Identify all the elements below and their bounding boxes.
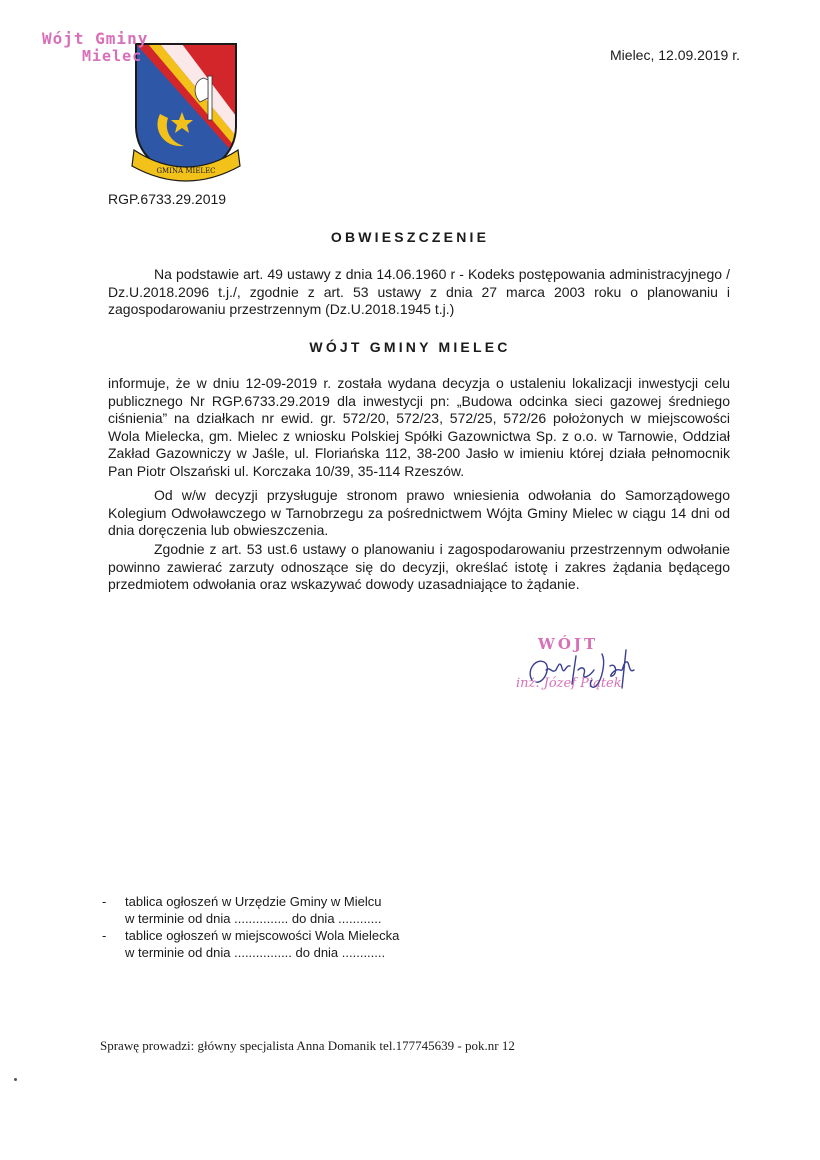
signature-stamp-title: WÓJT [538, 635, 599, 653]
crest-ribbon-text: GMINA MIELEC [156, 167, 216, 175]
appeal-text: Od w/w decyzji przysługuje stronom prawo wniesienia odwołania do Samorządowego Kolegium Odwoławczego w Tarnobrzegu za pośrednictwem Wójta Gminy Mielec w ciągu 14 dni od dnia doręczenia lub obwieszczenia. [108, 487, 730, 538]
list-item-term: w terminie od dnia ............... do dnia ............ [125, 911, 382, 926]
list-bullet: - [102, 894, 107, 909]
office-stamp-line1: Wójt Gminy [42, 29, 149, 48]
list-item-text: tablica ogłoszeń w Urzędzie Gminy w Mielcu [125, 894, 382, 909]
list-item-term: w terminie od dnia ................ do dnia ............ [125, 945, 386, 960]
reference-number: RGP.6733.29.2019 [108, 191, 227, 207]
legal-basis-paragraph [108, 266, 730, 319]
appeal-requirements-paragraph [108, 541, 730, 594]
office-stamp [42, 30, 148, 64]
list-item-text: tablice ogłoszeń w miejscowości Wola Mielecka [125, 928, 400, 943]
document-date: Mielec, 12.09.2019 r. [610, 47, 740, 63]
list-bullet: - [102, 928, 107, 943]
appeal-requirements-text: Zgodnie z art. 53 ust.6 ustawy o planowaniu i zagospodarowaniu przestrzennym odwołanie powinno zawierać zarzuty odnoszące się do decyzji, określać istotę i zakres żądania będącego przedmiotem odwołania oraz wskazywać dowody uzasadniające to żądanie. [108, 541, 730, 592]
distribution-list [100, 893, 399, 961]
legal-basis-text: Na podstawie art. 49 ustawy z dnia 14.06.1960 r - Kodeks postępowania administracyjnego / Dz.U.2018.2096 t.j./, zgodnie z art. 53 ustawy z dnia 27 marca 2003 roku o planowaniu i zagospodarowaniu przestrzennym (Dz.U.2018.1945 t.j.) [108, 266, 730, 317]
list-item [100, 893, 399, 910]
decision-paragraph: informuje, że w dniu 12-09-2019 r. została wydana decyzja o ustaleniu lokalizacji inwestycji celu publicznego Nr RGP.6733.29.2019 dla inwestycji pn: „Budowa odcinka sieci gazowej średniego ciśnienia” na działkach nr ewid. gr. 572/20, 572/23, 572/25, 572/26 położonych w miejscowości Wola Mielecka, gm. Mielec z wniosku Polskiej Spółki Gazownictwa Sp. z o.o. w Tarnowie, Oddział Zakład Gazowniczy w Jaśle, ul. Floriańska 112, 38-200 Jasło w imieniu której działa pełnomocnik Pan Piotr Olszański ul. Korczaka 10/39, 35-114 Rzeszów. [108, 375, 730, 479]
authority-heading: WÓJT GMINY MIELEC [309, 339, 511, 355]
scan-speck [14, 1078, 17, 1081]
document-title: OBWIESZCZENIE [330, 229, 490, 245]
list-item [100, 927, 399, 944]
case-handler-footer: Sprawę prowadzi: główny specjalista Anna Domanik tel.177745639 - pok.nr 12 [100, 1038, 515, 1053]
office-stamp-line2: Mielec [82, 46, 143, 65]
appeal-paragraph [108, 487, 730, 540]
handwritten-signature-icon [522, 640, 652, 702]
signature-stamp-name: inż. Józef Piątek [516, 676, 622, 691]
